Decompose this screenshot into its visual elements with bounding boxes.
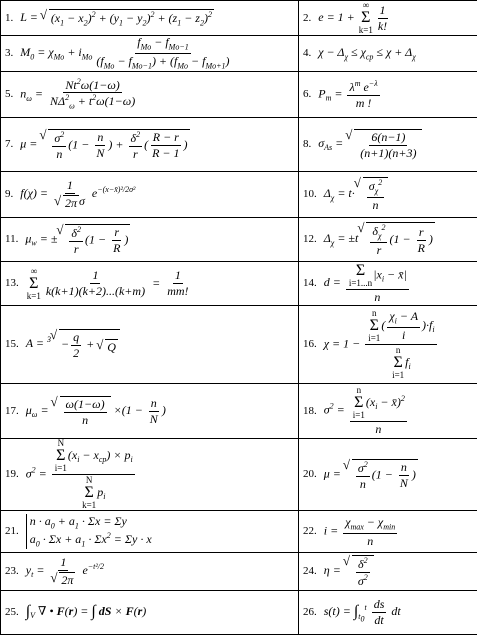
formula-number: 17. (5, 406, 19, 417)
table-row (1, 36, 477, 72)
formula-cell (1, 218, 299, 262)
formula-number: 5. (5, 89, 13, 100)
formula-11-render: $\mu_w$ = ± √ $\frac{\delta^2}{r}$ (1 − $\frac{r}{R}$ ) (25, 224, 130, 255)
table-row (1, 384, 477, 439)
formula-cell (299, 72, 477, 118)
formula-cell (1, 591, 299, 635)
formula-cell (299, 306, 477, 384)
table-row (1, 172, 477, 218)
formula-23-render: $y_t$ = 1 √ 2π $e^{-t^2/2}$ (26, 556, 104, 586)
table-row (1, 1, 477, 36)
formula-number: 10. (303, 189, 317, 200)
formula-3-render: $M_0 = \chi_{Mo} + i_{Mo}$ $\frac{f_{Mo} - f_{Mo-1}}{(f_{Mo} - f_{Mo-1}) + (f_{Mo} - f_{Mo+1})}$ (20, 36, 233, 71)
table-row (1, 511, 477, 553)
formula-26-render: $s(t) = \int_{t_0}^t$ $\frac{ds}{dt}$ dt (324, 598, 401, 626)
formula-number: 7. (5, 139, 13, 150)
formula-15-render: A = $^3$√ − $\frac{q}{2}$ + √ Q (26, 329, 120, 359)
formula-24-render: η = √ $\frac{\delta^2}{\sigma^2}$ (324, 555, 374, 587)
formula-21-render: $n \cdot a_0 + a_1 \cdot \Sigma x = \Sigma y$ $a_0 \cdot \Sigma x + a_1 \cdot \Sigma x^2 = \Sigma y \cdot x$ (26, 514, 152, 550)
formula-cell (299, 384, 477, 439)
formula-number: 20. (303, 469, 317, 480)
formula-cell (1, 118, 299, 172)
formula-cell (299, 118, 477, 172)
table-row (1, 306, 477, 384)
formula-cell (299, 511, 477, 553)
table-row (1, 72, 477, 118)
formula-19-render: $\sigma^2$ = N Σ i=1 $(x_i - x_{cp}) \times p_i$ N Σ k=1 $p_i$ (26, 439, 137, 510)
formula-4-render: $\chi - \Delta_\chi \le \chi_{cp} \le \chi + \Delta_\chi$ (318, 46, 416, 61)
formula-17-render: $\mu_\omega$ = √ $\frac{\omega(1-\omega)}{n}$ ×(1 − $\frac{n}{N}$ ) (26, 396, 166, 426)
formula-12-render: $\Delta_\chi = \pm t$ √ $\frac{\delta_\chi^2}{r}$ (1 − $\frac{r}{R}$ ) (324, 222, 435, 256)
formula-6-render: $P_m$ = $\frac{\lambda^m e^{-\lambda}}{m !}$ (318, 80, 381, 109)
table-row (1, 591, 477, 635)
formula-cell (299, 1, 477, 36)
formula-number: 3. (5, 48, 13, 59)
formula-cell (1, 262, 299, 306)
formula-number: 13. (5, 278, 19, 289)
formula-number: 4. (303, 48, 311, 59)
formula-number: 16. (303, 339, 317, 350)
formula-8-render: $\sigma_{As}$ = √ $\frac{6(n-1)}{(n+1)(n+3)}$ (318, 129, 422, 159)
formula-7-render: μ = √ $\frac{\sigma^2}{n}$ (1 − $\frac{n}{N}$ ) + $\frac{\delta^2}{r}$ ( $\frac{R - r}{R - 1}$ ) (20, 129, 189, 160)
formula-number: 8. (303, 139, 311, 150)
formula-number: 19. (5, 469, 19, 480)
formula-number: 6. (303, 89, 311, 100)
formula-13-render: ∞ Σ k=1 $\frac{1}{k(k+1)(k+2)...(k+m)}$ = $\frac{1}{mm!}$ (26, 267, 193, 301)
formula-cell (1, 511, 299, 553)
formula-cell (299, 591, 477, 635)
formula-cell (1, 172, 299, 218)
formula-number: 24. (303, 566, 317, 577)
formula-10-render: $\Delta_\chi = t\cdot$ √ $\frac{\sigma_\chi^2}{n}$ (324, 177, 388, 211)
formula-cell (1, 72, 299, 118)
table-row (1, 439, 477, 511)
formula-number: 21. (5, 526, 19, 537)
formula-cell (1, 384, 299, 439)
formula-22-render: i = $\frac{\chi_{max} - \chi_{min}}{n}$ (324, 516, 399, 547)
table-row (1, 218, 477, 262)
formula-number: 18. (303, 406, 317, 417)
formula-number: 25. (5, 607, 19, 618)
formula-number: 1. (5, 13, 13, 24)
formula-1-render: L = √ $(x_1 - x_2)^2 + (y_1 - y_2)^2 + (z_1 - z_2)^2$ (20, 9, 214, 27)
formula-number: 2. (303, 13, 311, 24)
formula-cell (299, 262, 477, 306)
formula-2-render: e = 1 + ∞ Σ k=1 $\frac{1}{k!}$ (318, 1, 391, 35)
formula-cell (1, 306, 299, 384)
formula-cell (299, 218, 477, 262)
formula-cell (299, 172, 477, 218)
formula-cell (299, 439, 477, 511)
table-row (1, 553, 477, 591)
formula-cell (299, 36, 477, 72)
table-row (1, 118, 477, 172)
formula-number: 11. (5, 234, 18, 245)
formula-cell (1, 36, 299, 72)
formula-cell (1, 439, 299, 511)
formula-20-render: μ = √ $\frac{\sigma^2}{n}$ (1 − $\frac{n}{N}$ ) (324, 459, 418, 490)
formula-number: 15. (5, 339, 19, 350)
formula-number: 14. (303, 278, 317, 289)
formula-25-render: $\int_V$ ∇ • F(r) = ∫ dS × F(r) (26, 604, 147, 620)
formula-18-render: $\sigma^2$ = n Σ i=1 ($x_i$ − x̄)$^2$ n (324, 386, 409, 436)
formula-14-render: d = Σ i=1...n $|x_i$ − x̄| n (324, 263, 411, 304)
formula-number: 12. (303, 234, 317, 245)
formula-5-render: $n_\omega$ = $\frac{Nt^2\omega(1-\omega)}{N\Delta^2_\omega + t^2\omega(1-\omega)}$ (20, 78, 139, 111)
formula-cell (1, 1, 299, 36)
formula-number: 22. (303, 526, 317, 537)
table-row (1, 262, 477, 306)
formula-number: 23. (5, 566, 19, 577)
formula-cell (1, 553, 299, 591)
formula-number: 26. (303, 607, 317, 618)
formula-16-render: χ = 1 − n Σ i=1 ( $\frac{\chi_i - A}{i}$ )$\cdot f_i$ n Σ i=1 $f_i$ (324, 309, 439, 380)
formula-number: 9. (5, 189, 13, 200)
formula-cell (299, 553, 477, 591)
formula-9-render: f(χ) = 1 √ 2π σ $e^{-(x-x̄)^2/2\sigma^2}$ (20, 179, 135, 209)
